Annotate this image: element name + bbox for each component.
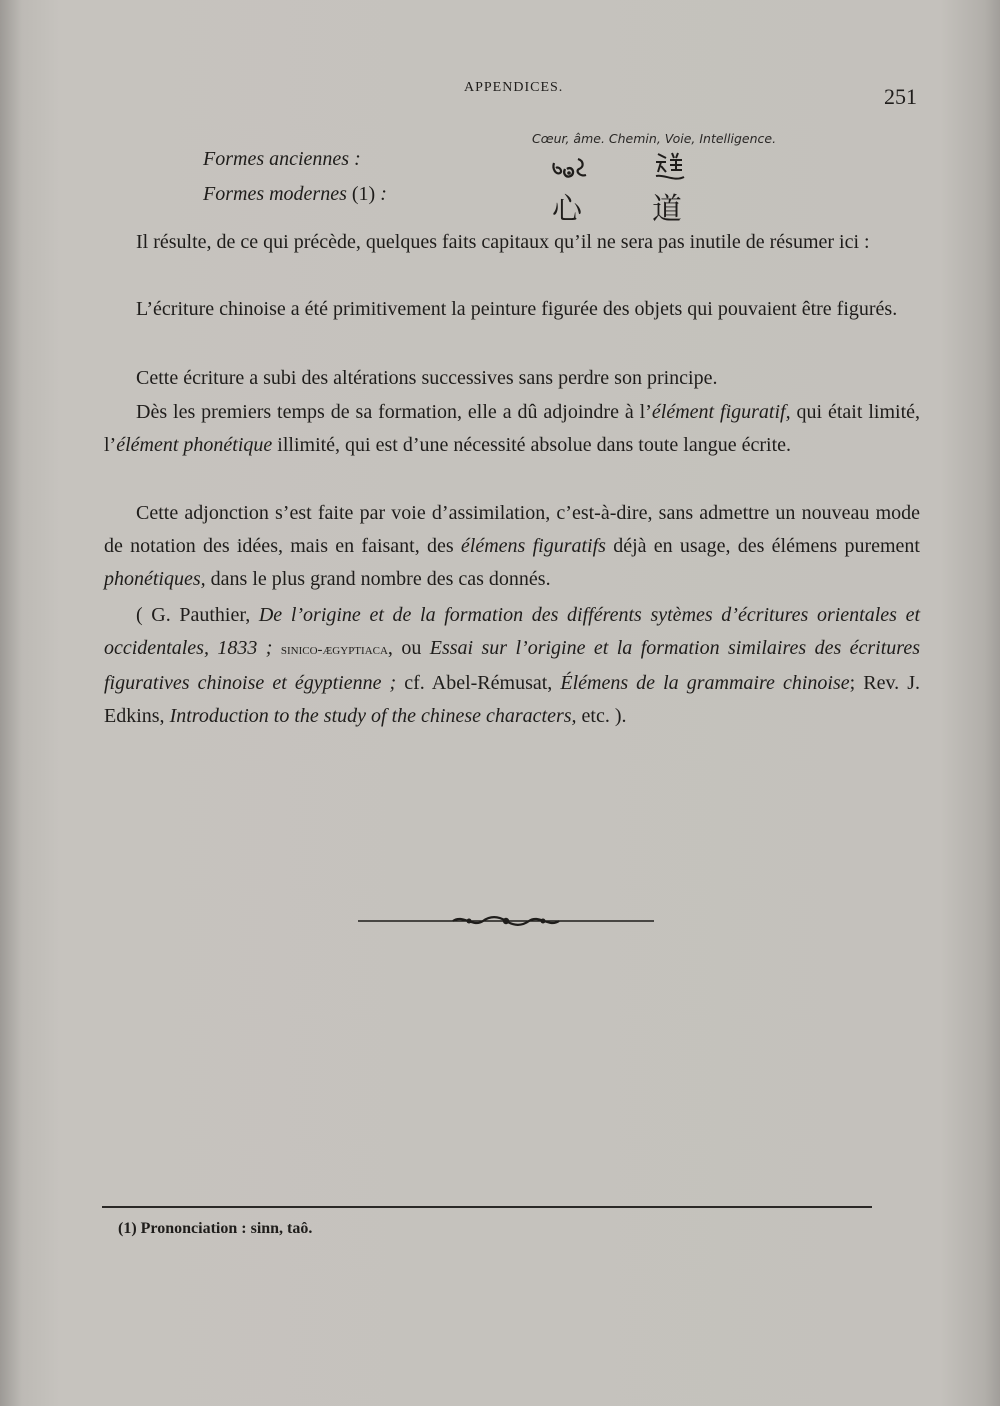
p6-title-edkins: Introduction to the study of the chinese characters, xyxy=(169,705,577,727)
ornamental-divider xyxy=(358,910,654,932)
footnote xyxy=(118,1220,312,1238)
ancient-way-glyph xyxy=(652,150,688,184)
footnote-text: Prononciation : sinn, taô. xyxy=(136,1220,313,1237)
running-head: APPENDICES. xyxy=(464,80,564,95)
modern-way-glyph: 道 xyxy=(652,192,682,227)
paragraph-phonetic-element xyxy=(104,396,920,462)
paragraph-pictorial-origin: L’écriture chinoise a été primitivement la peinture figurée des objets qui pouvaient être figurés. xyxy=(136,298,898,320)
p6-text-d: , ou xyxy=(387,637,430,659)
paragraph-summary-intro: Il résulte, de ce qui précède, quelques faits capitaux qu’il ne sera pas inutile de résumer ici : xyxy=(136,231,870,253)
footnote-reference: (1) xyxy=(351,183,376,205)
p5-emphasis-phonetiques: phonétiques, xyxy=(104,568,206,590)
page-number: 251 xyxy=(884,84,917,109)
p4-emphasis-phonetique: élément phonétique xyxy=(116,434,273,456)
paragraph-assimilation xyxy=(104,497,920,596)
p6-title-pauthier: De l’origine et de la formation des différents sytèmes d’écritures orientales et occidentales, 1833 ; xyxy=(104,604,921,659)
ancient-forms-label: Formes anciennes : xyxy=(203,148,361,170)
footnote-marker: (1) xyxy=(118,1220,137,1237)
p5-emphasis-figuratifs: élémens figuratifs xyxy=(460,535,606,557)
p5-text-a: Cette adjonction s’est faite par voie d’assimilation, c’est-à-dire, sans admettre un nouveau mode de notation des idées, mais en faisant, des xyxy=(104,502,920,557)
paragraph-bibliography xyxy=(104,599,920,733)
p6-text-j: etc. ). xyxy=(576,705,627,727)
p4-text-c: qui était limité, l’ xyxy=(104,401,920,456)
p6-title-essai: Essai sur l’origine et la formation similaires des écritures figuratives chinoise et égyptienne ; xyxy=(104,637,920,694)
footnote-rule xyxy=(102,1206,872,1208)
p6-text-a: ( G. Pauthier, xyxy=(136,604,259,626)
p4-emphasis-figuratif: élément figuratif, xyxy=(651,401,791,423)
p5-text-c: déjà en usage, des élémens purement xyxy=(605,535,920,557)
modern-heart-glyph: 心 xyxy=(552,192,582,227)
p4-text-e: illimité, qui est d’une nécessité absolue dans toute langue écrite. xyxy=(272,434,792,456)
p5-text-e: dans le plus grand nombre des cas donnés. xyxy=(205,568,551,590)
modern-forms-text: Formes modernes xyxy=(203,183,347,205)
p6-text-f: cf. Abel-Rémusat, xyxy=(396,672,561,694)
modern-forms-label xyxy=(203,183,387,206)
p6-sinico-aegyptiaca: sinico-ægyptiaca xyxy=(280,642,388,658)
modern-forms-colon: : xyxy=(380,183,387,205)
p6-title-remusat: Élémens de la grammaire chinoise xyxy=(560,672,850,694)
character-meaning-labels: Cœur, âme. Chemin, Voie, Intelligence. xyxy=(532,131,777,146)
paragraph-alterations: Cette écriture a subi des altérations successives sans perdre son principe. xyxy=(136,367,718,389)
p4-text-a: Dès les premiers temps de sa formation, elle a dû adjoindre à l’ xyxy=(136,401,652,423)
p6-text-h: ; Rev. J. Edkins, xyxy=(104,672,920,727)
ancient-heart-glyph xyxy=(550,155,592,185)
